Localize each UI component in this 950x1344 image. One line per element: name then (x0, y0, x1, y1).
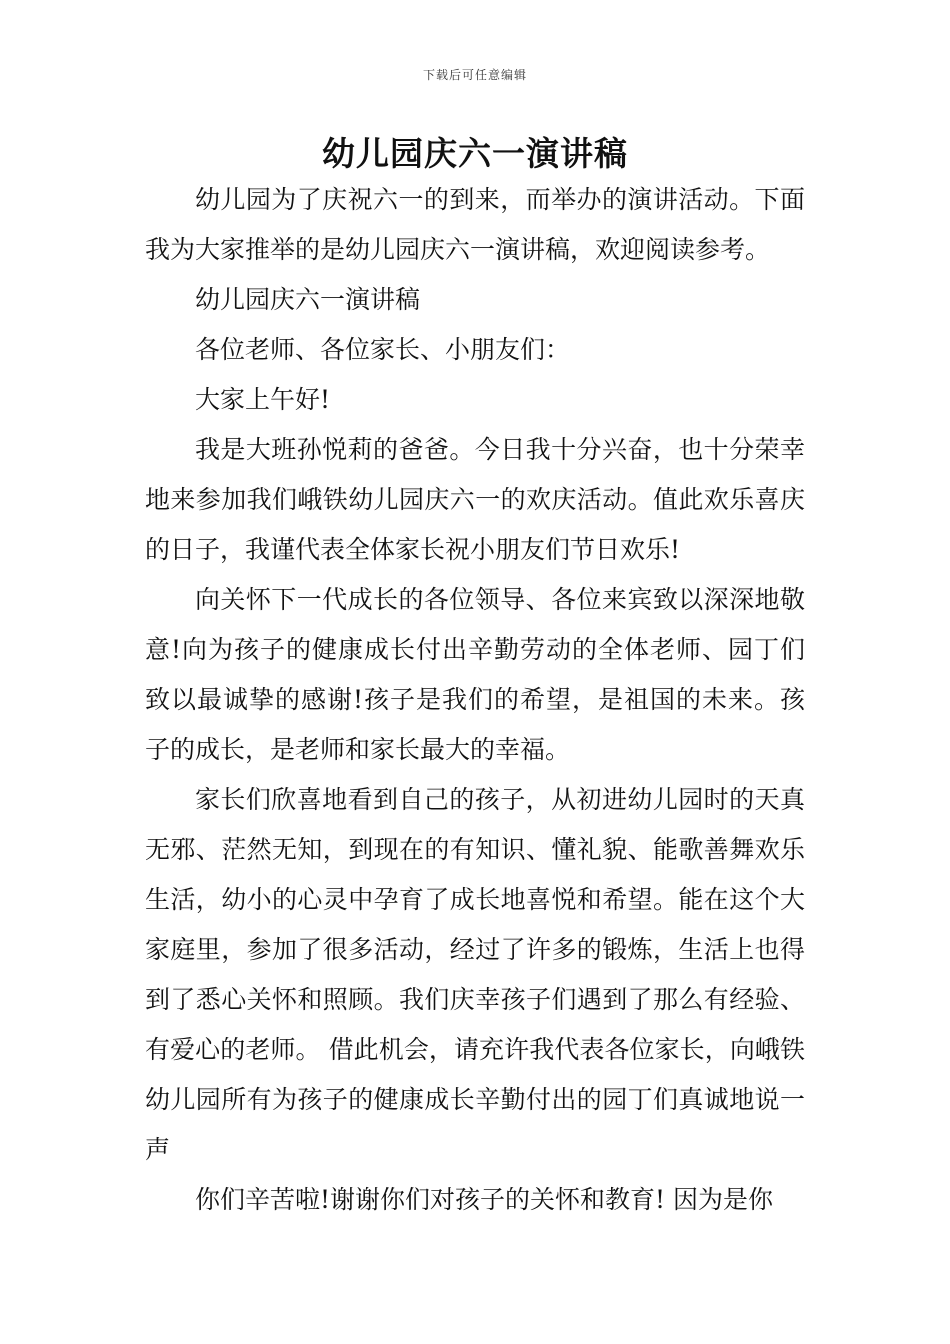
paragraph-greeting: 大家上午好! (195, 385, 331, 414)
paragraph-intro: 幼儿园为了庆祝六一的到来，而举办的演讲活动。下面我为大家推举的是幼儿园庆六一演讲稿，欢迎阅读参考。 (145, 185, 805, 264)
paragraph-salutation: 各位老师、各位家长、小朋友们： (195, 335, 571, 364)
paragraph-body: 向关怀下一代成长的各位领导、各位来宾致以深深地敬意!向为孩子的健康成长付出辛勤劳动的全体老师、园丁们致以最诚挚的感谢!孩子是我们的希望，是祖国的未来。孩子的成长，是老师和家长最大的幸福。 (145, 585, 805, 764)
document-body (145, 175, 805, 1225)
document-title: 幼儿园庆六一演讲稿 (322, 134, 628, 173)
paragraph-body: 家长们欣喜地看到自己的孩子，从初进幼儿园时的天真无邪、茫然无知，到现在的有知识、懂礼貌、能歌善舞欢乐生活，幼小的心灵中孕育了成长地喜悦和希望。能在这个大家庭里，参加了很多活动，经过了许多的锻炼，生活上也得到了悉心关怀和照顾。我们庆幸孩子们遇到了那么有经验、有爱心的老师。 借此机会，请充许我代表各位家长，向峨铁幼儿园所有为孩子的健康成长辛勤付出的园丁们真诚地说一声 (145, 785, 805, 1164)
header-note: 下载后可任意编辑 (422, 68, 527, 82)
paragraph-body: 你们辛苦啦!谢谢你们对孩子的关怀和教育! 因为是你 (195, 1185, 774, 1214)
paragraph-body: 我是大班孙悦莉的爸爸。今日我十分兴奋，也十分荣幸地来参加我们峨铁幼儿园庆六一的欢庆活动。值此欢乐喜庆的日子，我谨代表全体家长祝小朋友们节日欢乐! (145, 435, 805, 564)
paragraph-subtitle: 幼儿园庆六一演讲稿 (195, 285, 421, 314)
